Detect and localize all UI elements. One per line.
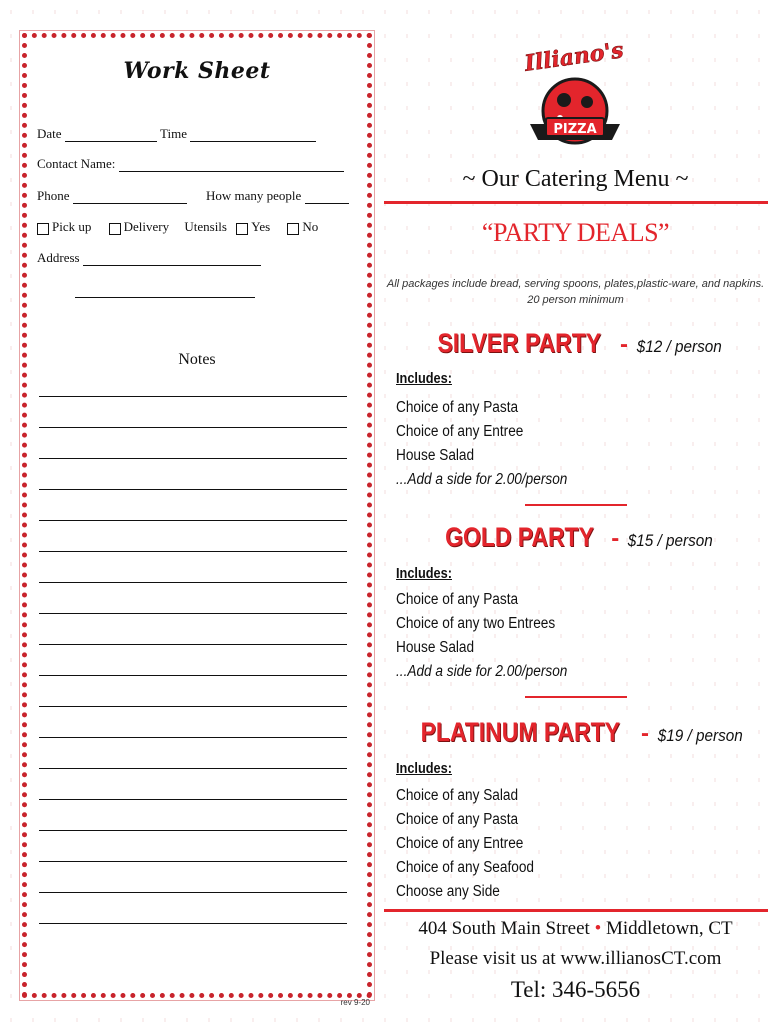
no-label: No: [302, 219, 319, 234]
date-field[interactable]: [65, 129, 157, 142]
address-row-2: [75, 282, 255, 298]
address-field-1[interactable]: [83, 253, 261, 266]
notes-line[interactable]: [39, 613, 347, 614]
list-item: Choice of any Pasta: [396, 591, 519, 608]
list-item: Choice of any two Entrees: [396, 615, 556, 632]
illianos-pizza-logo: [520, 36, 630, 166]
date-label: Date: [37, 126, 62, 141]
address-label: Address: [37, 250, 80, 265]
list-item: Choice of any Entree: [396, 423, 524, 440]
date-time-row: [37, 126, 316, 142]
notes-line[interactable]: [39, 396, 347, 397]
pickup-checkbox[interactable]: [37, 223, 49, 235]
yes-label: Yes: [251, 219, 271, 234]
notes-line[interactable]: [39, 737, 347, 738]
gold-includes-label: Includes:: [396, 565, 452, 582]
package-note-line-1: All packages include bread, serving spoons, plates,plastic-ware, and napkins.: [386, 278, 765, 290]
list-item: Choice of any Pasta: [396, 399, 519, 416]
platinum-party-price: $19 / person: [657, 726, 743, 745]
gold-items-list: [396, 588, 591, 684]
notes-line[interactable]: [39, 489, 347, 490]
utensils-label: Utensils: [184, 219, 227, 234]
notes-line[interactable]: [39, 706, 347, 707]
party-deals-heading: “PARTY DEALS”: [481, 218, 670, 247]
notes-line[interactable]: [39, 768, 347, 769]
contact-name-field[interactable]: [119, 159, 344, 172]
platinum-party-name: PLATINUM PARTY: [420, 717, 620, 747]
utensils-no-checkbox[interactable]: [287, 223, 299, 235]
notes-line[interactable]: [39, 520, 347, 521]
delivery-label: Delivery: [123, 219, 170, 234]
silver-items-list: [396, 396, 591, 492]
notes-line[interactable]: [39, 799, 347, 800]
pickup-label: Pick up: [52, 219, 92, 234]
address-field-2[interactable]: [75, 285, 255, 298]
phone-field[interactable]: [73, 191, 187, 204]
list-item: Choice of any Pasta: [396, 811, 519, 828]
platinum-party-title: PLATINUM PARTY - $19 / person: [420, 717, 743, 747]
contact-row: [37, 156, 344, 172]
people-label: How many people: [206, 188, 302, 203]
address-row: [37, 250, 261, 266]
package-divider: [525, 504, 627, 506]
logo-product-text: PIZZA: [553, 122, 597, 137]
list-item: Choose any Side: [396, 883, 500, 900]
footer-divider: [384, 909, 768, 912]
gold-party-price: $15 / person: [627, 531, 714, 550]
package-note-line-2: 20 person minimum: [527, 294, 624, 306]
phone-label: Phone: [37, 188, 70, 203]
title-divider: [384, 201, 768, 204]
address-bullet: •: [594, 918, 602, 939]
notes-line[interactable]: [39, 923, 347, 924]
gold-party-name: GOLD PARTY: [445, 522, 595, 552]
address-street: 404 South Main Street: [418, 918, 590, 939]
package-note: [383, 276, 768, 308]
list-item: House Salad: [396, 447, 475, 464]
notes-line[interactable]: [39, 830, 347, 831]
work-sheet-title: Work Sheet: [123, 58, 271, 84]
notes-line[interactable]: [39, 892, 347, 893]
notes-title: Notes: [178, 351, 216, 368]
delivery-checkbox[interactable]: [109, 223, 121, 235]
platinum-items-list: [396, 784, 553, 904]
people-field[interactable]: [305, 191, 349, 204]
notes-line[interactable]: [39, 551, 347, 552]
phone-line[interactable]: Tel: 346-5656: [510, 977, 641, 1002]
platinum-includes-label: Includes:: [396, 760, 452, 777]
list-item: ...Add a side for 2.00/person: [396, 663, 568, 680]
list-item: Choice of any Seafood: [396, 859, 535, 876]
utensils-yes-checkbox[interactable]: [236, 223, 248, 235]
phone-row: [37, 188, 349, 204]
contact-name-label: Contact Name:: [37, 156, 116, 171]
list-item: Choice of any Salad: [396, 787, 519, 804]
catering-menu-title: ~ Our Catering Menu ~: [462, 166, 689, 192]
notes-line[interactable]: [39, 582, 347, 583]
silver-party-price: $12 / person: [636, 337, 722, 356]
order-options-row: [37, 219, 318, 235]
revision-label: rev 9-20: [340, 998, 370, 1007]
work-sheet-panel: [22, 33, 372, 1007]
silver-party-name: SILVER PARTY: [437, 328, 602, 358]
address-city: Middletown, CT: [606, 918, 733, 939]
list-item: Choice of any Entree: [396, 835, 524, 852]
notes-line[interactable]: [39, 644, 347, 645]
notes-line[interactable]: [39, 861, 347, 862]
website-line[interactable]: Please visit us at www.illianosCT.com: [429, 948, 722, 969]
notes-line[interactable]: [39, 458, 347, 459]
list-item: ...Add a side for 2.00/person: [396, 471, 568, 488]
time-field[interactable]: [190, 129, 316, 142]
silver-includes-label: Includes:: [396, 370, 452, 387]
address-line: [383, 918, 768, 940]
logo-brand-text: Illiano's: [522, 37, 626, 77]
list-item: House Salad: [396, 639, 475, 656]
package-divider: [525, 696, 627, 698]
silver-party-title: SILVER PARTY - $12 / person: [437, 328, 722, 358]
time-label: Time: [160, 126, 188, 141]
notes-line[interactable]: [39, 675, 347, 676]
notes-line[interactable]: [39, 427, 347, 428]
gold-party-title: GOLD PARTY - $15 / person: [445, 522, 714, 552]
